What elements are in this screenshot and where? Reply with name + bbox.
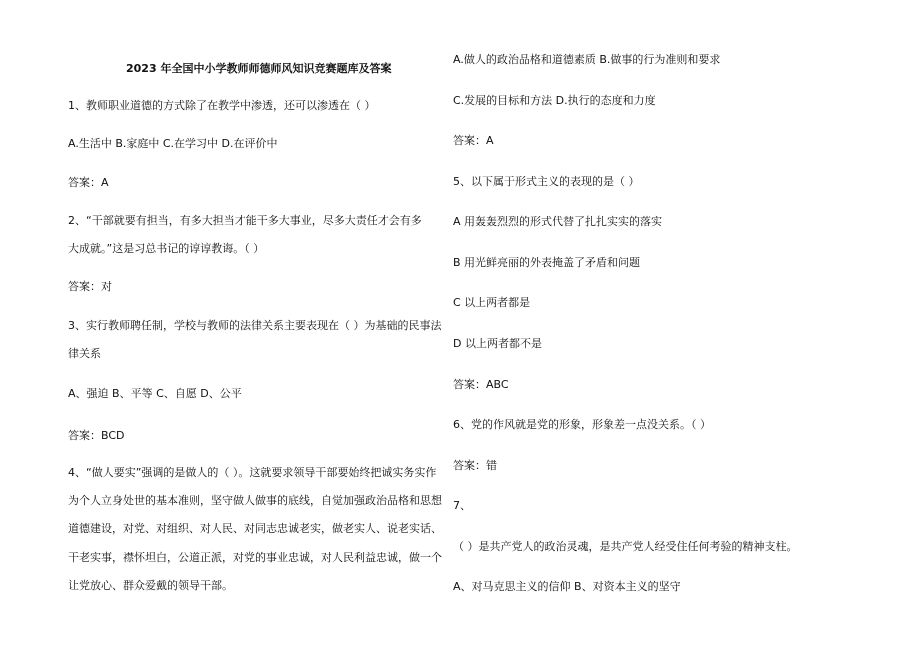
question-4-answer: 答案：A: [453, 134, 494, 147]
question-5-option-a: A 用轰轰烈烈的形式代替了扎扎实实的落实: [453, 215, 663, 228]
question-6: 6、党的作风就是党的形象，形象差一点没关系。（ ）: [453, 418, 711, 431]
question-4-line-3: 道德建设，对党、对组织、对人民、对同志忠诚老实，做老实人、说老实话、: [68, 522, 442, 535]
question-4-line-5: 让党放心、群众爱戴的领导干部。: [68, 579, 233, 592]
question-7-options: A、对马克思主义的信仰 B、对资本主义的坚守: [453, 580, 681, 593]
question-7-number: 7、: [453, 499, 471, 512]
question-1-answer: 答案：A: [68, 176, 109, 189]
question-5-option-c: C 以上两者都是: [453, 296, 531, 309]
question-5-answer: 答案：ABC: [453, 378, 509, 391]
question-5-option-b: B 用光鲜亮丽的外表掩盖了矛盾和问题: [453, 256, 641, 269]
question-4-line-1: 4、“做人要实”强调的是做人的（ ）。这就要求领导干部要始终把诚实务实作: [68, 466, 437, 479]
question-6-answer: 答案：错: [453, 459, 497, 472]
question-3-answer: 答案：BCD: [68, 429, 125, 442]
question-2-line-1: 2、“干部就要有担当，有多大担当才能干多大事业，尽多大责任才会有多: [68, 214, 422, 227]
question-3-line-1: 3、实行教师聘任制，学校与教师的法律关系主要表现在（ ）为基础的民事法: [68, 319, 442, 332]
question-1-options: A.生活中 B.家庭中 C.在学习中 D.在评价中: [68, 137, 278, 150]
question-4-line-2: 为个人立身处世的基本准则，坚守做人做事的底线，自觉加强政治品格和思想: [68, 494, 442, 507]
question-5: 5、以下属于形式主义的表现的是（ ）: [453, 175, 640, 188]
question-4-options-1: A.做人的政治品格和道德素质 B.做事的行为准则和要求: [453, 53, 721, 66]
question-3-line-2: 律关系: [68, 347, 101, 360]
question-4-line-4: 干老实事，襟怀坦白，公道正派，对党的事业忠诚，对人民利益忠诚，做一个: [68, 551, 442, 564]
question-5-option-d: D 以上两者都不是: [453, 337, 542, 350]
document-title: 2023 年全国中小学教师师德师风知识竞赛题库及答案: [126, 62, 392, 75]
question-3-options: A、强迫 B、平等 C、自愿 D、公平: [68, 387, 242, 400]
question-4-options-2: C.发展的目标和方法 D.执行的态度和力度: [453, 94, 656, 107]
question-2-answer: 答案：对: [68, 280, 112, 293]
question-1: 1、教师职业道德的方式除了在教学中渗透，还可以渗透在（ ）: [68, 99, 376, 112]
question-2-line-2: 大成就。”这是习总书记的谆谆教诲。（ ）: [68, 242, 265, 255]
question-7: （ ）是共产党人的政治灵魂，是共产党人经受住任何考验的精神支柱。: [453, 540, 798, 553]
